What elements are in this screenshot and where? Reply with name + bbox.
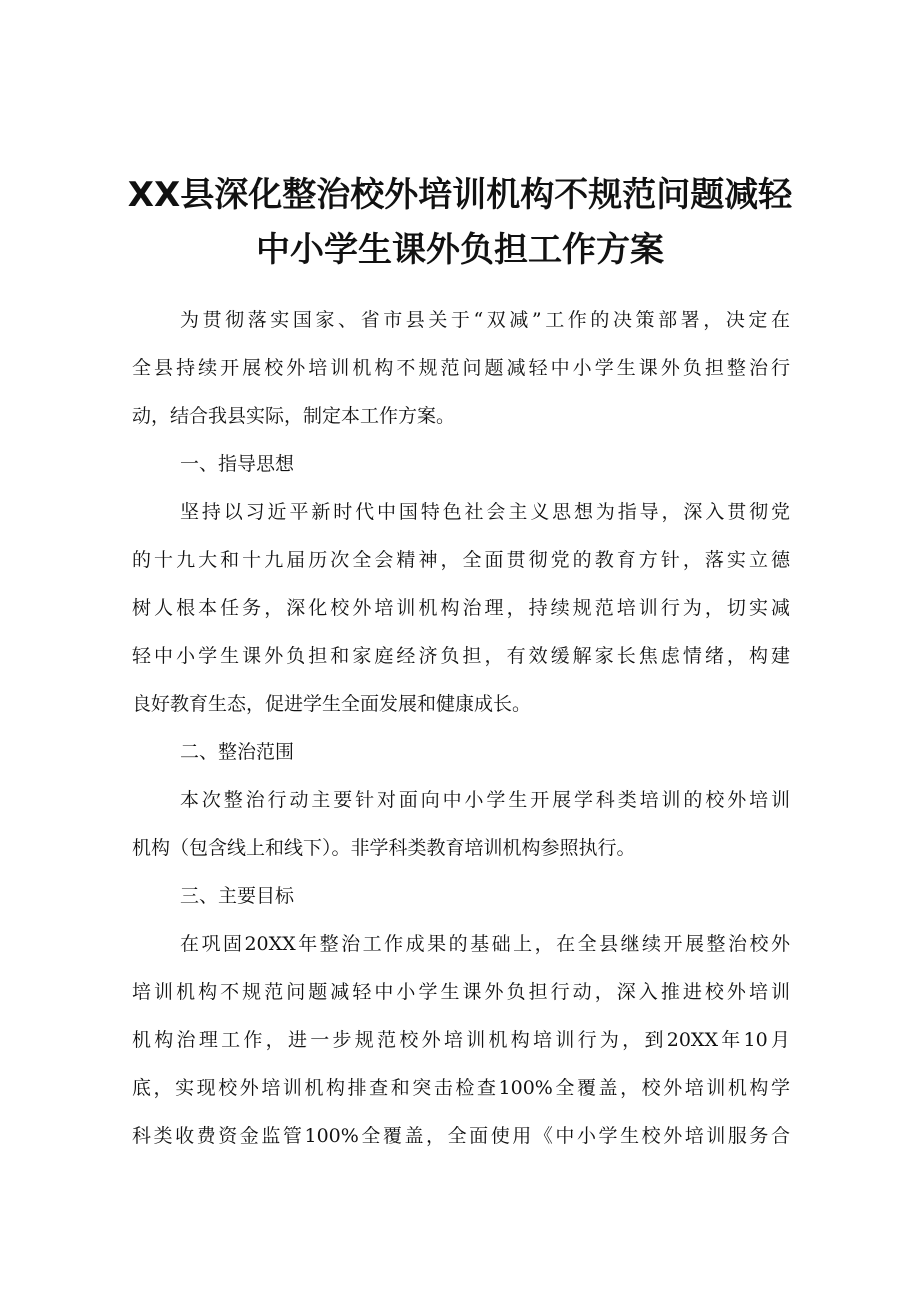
document-title-line-2: 中小学生课外负担工作方案 xyxy=(256,230,664,270)
body-line: 科类收费资金监管100%全覆盖，全面使用《中小学生校外培训服务合 xyxy=(132,1125,790,1147)
body-line: 本次整治行动主要针对面向中小学生开展学科类培训的校外培训 xyxy=(180,789,790,811)
body-line: 树人根本任务，深化校外培训机构治理，持续规范培训行为，切实减 xyxy=(132,597,790,619)
body-line: 轻中小学生课外负担和家庭经济负担，有效缓解家长焦虑情绪，构建 xyxy=(132,645,790,667)
intro-line: 动，结合我县实际，制定本工作方案。 xyxy=(132,405,456,427)
document-title-line-1: XX县深化整治校外培训机构不规范问题减轻 xyxy=(127,175,793,215)
body-line: 良好教育生态，促进学生全面发展和健康成长。 xyxy=(132,693,532,715)
section-heading-main-goals: 三、主要目标 xyxy=(180,885,295,907)
intro-line: 为贯彻落实国家、省市县关于“双减”工作的决策部署，决定在 xyxy=(180,309,790,331)
body-line: 机构治理工作，进一步规范校外培训机构培训行为，到20XX年10月 xyxy=(132,1029,790,1051)
section-heading-scope: 二、整治范围 xyxy=(180,741,295,763)
body-line: 在巩固20XX年整治工作成果的基础上，在全县继续开展整治校外 xyxy=(180,933,790,955)
section-heading-guiding-ideology: 一、指导思想 xyxy=(180,453,295,475)
body-line: 坚持以习近平新时代中国特色社会主义思想为指导，深入贯彻党 xyxy=(180,501,790,523)
body-line: 机构（包含线上和线下）。非学科类教育培训机构参照执行。 xyxy=(132,837,636,859)
intro-line: 全县持续开展校外培训机构不规范问题减轻中小学生课外负担整治行 xyxy=(132,357,790,379)
body-line: 的十九大和十九届历次全会精神，全面贯彻党的教育方针，落实立德 xyxy=(132,549,790,571)
body-line: 培训机构不规范问题减轻中小学生课外负担行动，深入推进校外培训 xyxy=(132,981,790,1003)
body-line: 底，实现校外培训机构排查和突击检查100%全覆盖，校外培训机构学 xyxy=(132,1077,790,1099)
